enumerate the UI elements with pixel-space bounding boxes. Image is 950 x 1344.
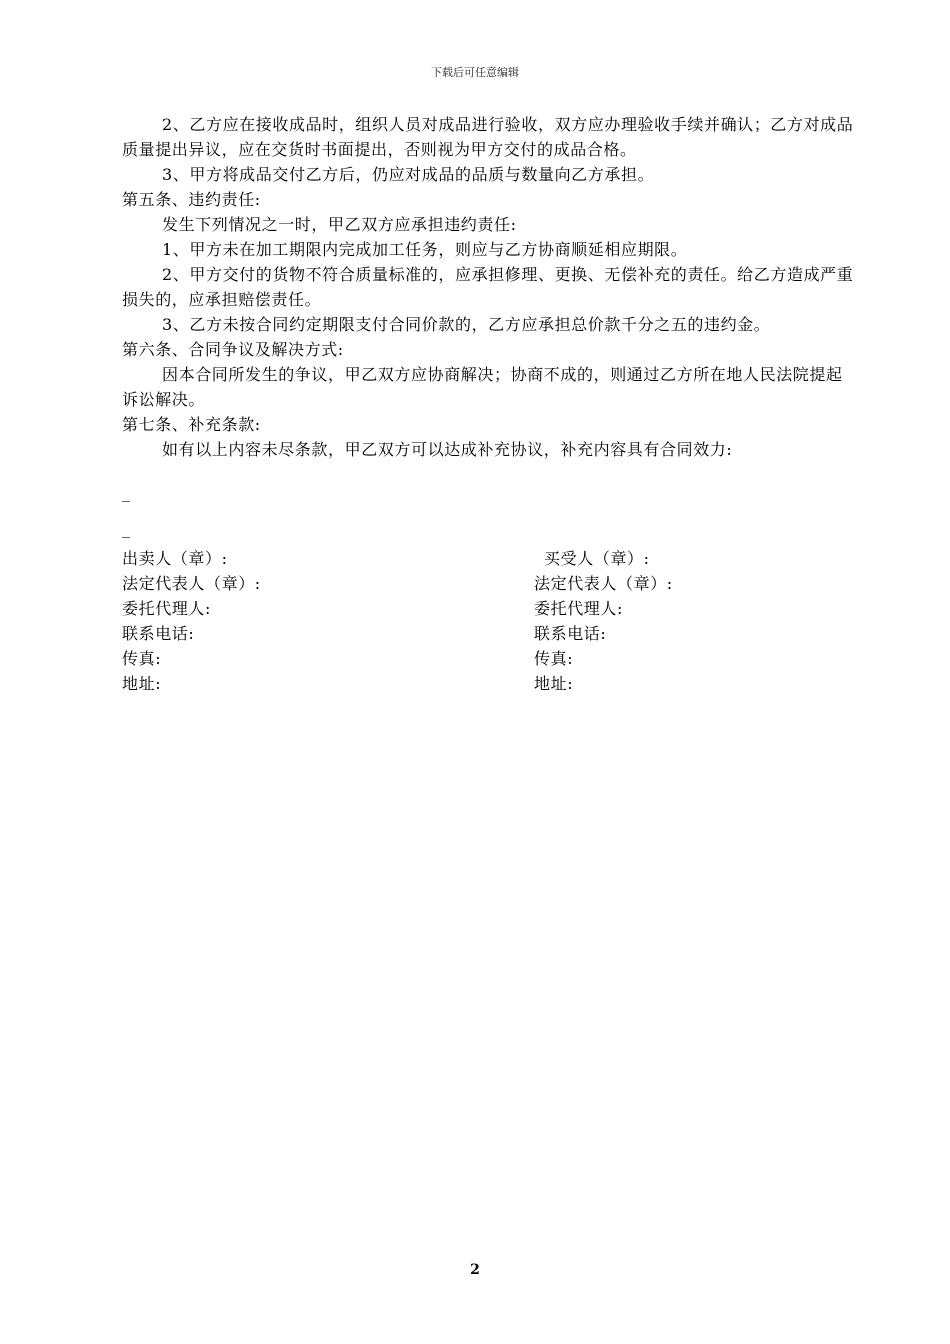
dispute-resolution: 因本合同所发生的争议，甲乙双方应协商解决；协商不成的，则通过乙方所在地人民法院提起诉讼解决。 — [122, 365, 843, 409]
contract-body — [122, 112, 857, 462]
blank-line: _ — [122, 483, 130, 502]
buyer-legal-rep-label: 法定代表人（章）: — [534, 574, 673, 593]
breach-intro: 发生下列情况之一时，甲乙双方应承担违约责任: — [162, 215, 517, 234]
seller-fax-label: 传真: — [122, 649, 162, 668]
seller-address-label: 地址: — [122, 674, 162, 693]
breach-item-1: 1、甲方未在加工期限内完成加工任务，则应与乙方协商顺延相应期限。 — [162, 240, 688, 259]
buyer-phone-label: 联系电话: — [534, 624, 607, 643]
clause-delivery-liability: 3、甲方将成品交付乙方后，仍应对成品的品质与数量向乙方承担。 — [162, 165, 655, 184]
article-5-heading: 第五条、违约责任: — [122, 190, 261, 209]
seller-agent-label: 委托代理人: — [122, 599, 211, 618]
buyer-address-label: 地址: — [534, 674, 574, 693]
seller-phone-label: 联系电话: — [122, 624, 195, 643]
article-7-heading: 第七条、补充条款: — [122, 415, 261, 434]
seller-legal-rep-label: 法定代表人（章）: — [122, 574, 261, 593]
page-header: 下载后可任意编辑 — [431, 66, 519, 79]
buyer-party-label: 买受人（章）: — [544, 549, 650, 568]
seller-party-label: 出卖人（章）: — [122, 549, 228, 568]
breach-item-3: 3、乙方未按合同约定期限支付合同价款的，乙方应承担总价款千分之五的违约金。 — [162, 315, 771, 334]
blank-line: _ — [122, 519, 130, 538]
buyer-agent-label: 委托代理人: — [534, 599, 623, 618]
clause-acceptance: 2、乙方应在接收成品时，组织人员对成品进行验收，双方应办理验收手续并确认；乙方对成品质量提出异议，应在交货时书面提出，否则视为甲方交付的成品合格。 — [122, 115, 854, 159]
supplementary-terms: 如有以上内容未尽条款，甲乙双方可以达成补充协议，补充内容具有合同效力: — [162, 440, 733, 459]
buyer-fax-label: 传真: — [534, 649, 574, 668]
seller-signature-block — [122, 546, 261, 696]
breach-item-2: 2、甲方交付的货物不符合质量标准的，应承担修理、更换、无偿补充的责任。给乙方造成严重损失的，应承担赔偿责任。 — [122, 265, 854, 309]
page-number: 2 — [470, 1262, 480, 1278]
article-6-heading: 第六条、合同争议及解决方式: — [122, 340, 344, 359]
buyer-signature-block — [534, 546, 673, 696]
